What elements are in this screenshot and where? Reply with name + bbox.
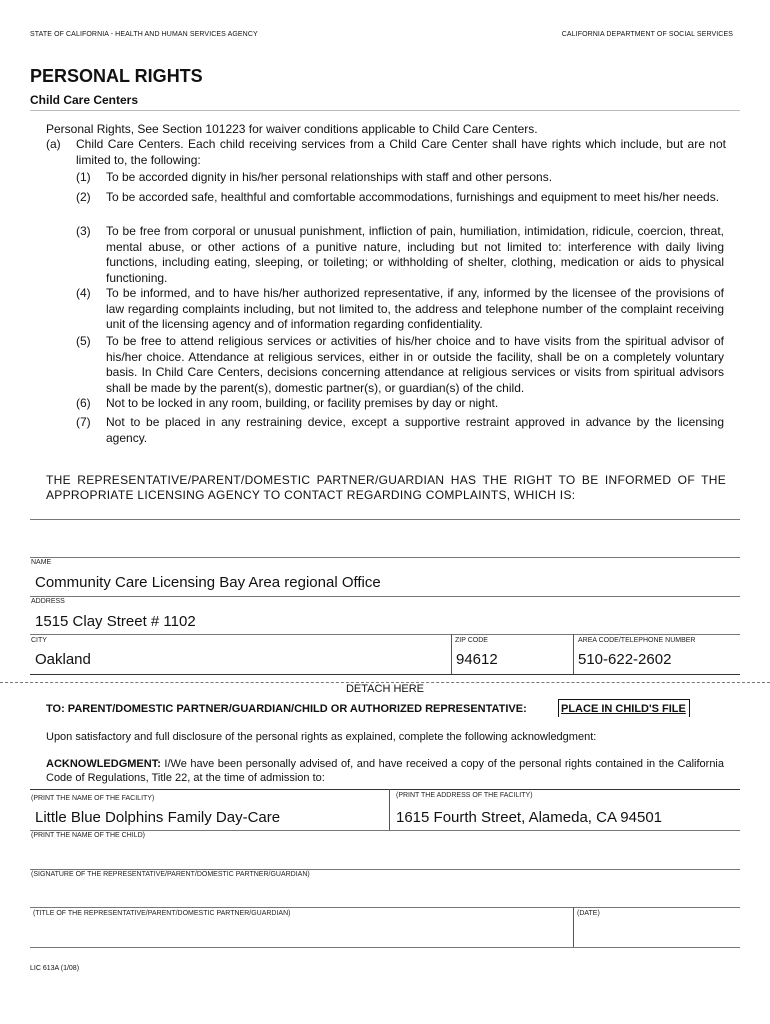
agency-notice: THE REPRESENTATIVE/PARENT/DOMESTIC PARTNER/GUARDIAN HAS THE RIGHT TO BE INFORMED OF THE APPROPRIATE LICENSING AGENCY TO CONTACT REGARDING COMPLAINTS, WHICH IS:	[46, 473, 726, 502]
right-number: (2)	[76, 190, 91, 204]
agency-address-rule	[30, 596, 740, 597]
section-a-text: Child Care Centers. Each child receiving services from a Child Care Center shall have rights which include, but are not limited to, the following:	[76, 137, 726, 167]
facility-name-field[interactable]: Little Blue Dolphins Family Day-Care	[35, 809, 281, 826]
right-item-2	[76, 190, 724, 206]
right-number: (6)	[76, 396, 91, 410]
rep-title-field[interactable]	[30, 920, 570, 946]
agency-zip-field[interactable]: 94612	[456, 651, 498, 668]
right-text: Not to be placed in any restraining device, except a supportive restraint approved in advance by the licensing agency.	[106, 415, 724, 445]
right-item-7	[76, 415, 724, 446]
signature-label: (SIGNATURE OF THE REPRESENTATIVE/PARENT/DOMESTIC PARTNER/GUARDIAN)	[31, 871, 310, 878]
right-item-6	[76, 396, 724, 412]
agency-box-bottom	[30, 674, 740, 675]
acknowledgment-body: I/We have been personally advised of, and have received a copy of the personal rights contained in the California Code of Regulations, Title 22, at the time of admission to:	[46, 758, 724, 784]
facility-address-field[interactable]: 1615 Fourth Street, Alameda, CA 94501	[396, 809, 663, 826]
right-text: To be free to attend religious services or activities of his/her choice and to have visits from the spiritual advisor of his/her choice. Attendance at religious services, either in or outside the facility, shall be on a completely voluntary basis. In Child Care Centers, decisions concerning attendance at religious services or visits from spiritual advisors shall be made by the parent(s), domestic partner(s), or guardian(s) of the child.	[106, 334, 724, 395]
agency-city-field[interactable]: Oakland	[35, 651, 91, 668]
facility-name-label: (PRINT THE NAME OF THE FACILITY)	[31, 795, 155, 802]
agency-phone-field[interactable]: 510-622-2602	[578, 651, 672, 668]
city-zip-divider	[451, 634, 452, 674]
facility-box-top	[30, 789, 740, 790]
title-divider	[30, 110, 740, 111]
right-text: To be accorded dignity in his/her personal relationships with staff and other persons.	[106, 170, 553, 184]
page-subtitle: Child Care Centers	[30, 93, 139, 107]
rep-title-label: (TITLE OF THE REPRESENTATIVE/PARENT/DOMESTIC PARTNER/GUARDIAN)	[33, 910, 291, 917]
right-number: (4)	[76, 286, 91, 300]
facility-box-bottom	[30, 830, 740, 831]
child-name-field[interactable]	[30, 842, 740, 868]
right-text: To be informed, and to have his/her authorized representative, if any, informed by the licensee of the provisions of law regarding complaints including, but not limited to, the address and telephone number of the complaint receiving unit of the licensing agency and of information regarding confidentiality.	[106, 286, 724, 331]
header-agency: STATE OF CALIFORNIA - HEALTH AND HUMAN SERVICES AGENCY	[30, 31, 258, 38]
right-item-1	[76, 170, 724, 186]
agency-address-field[interactable]: 1515 Clay Street # 1102	[35, 613, 196, 630]
right-item-5	[76, 334, 724, 396]
signature-rule	[30, 907, 740, 908]
right-number: (7)	[76, 415, 91, 429]
header-department: CALIFORNIA DEPARTMENT OF SOCIAL SERVICES	[561, 31, 733, 38]
date-label: (DATE)	[577, 910, 600, 917]
agency-address-label: ADDRESS	[31, 598, 65, 605]
detach-here-label: DETACH HERE	[345, 683, 425, 695]
child-name-rule	[30, 869, 740, 870]
right-item-4	[76, 286, 724, 333]
satisfactory-text	[46, 731, 596, 743]
agency-zip-label: ZIP CODE	[455, 637, 488, 644]
page-title: PERSONAL RIGHTS	[30, 66, 203, 86]
right-number: (5)	[76, 334, 91, 348]
notice-divider	[30, 519, 740, 520]
right-item-3	[76, 224, 724, 286]
facility-address-label: (PRINT THE ADDRESS OF THE FACILITY)	[396, 792, 533, 799]
right-text: Not to be locked in any room, building, or facility premises by day or night.	[106, 396, 499, 410]
intro-text: Personal Rights, See Section 101223 for waiver conditions applicable to Child Care Centers.	[46, 122, 538, 136]
facility-divider	[389, 789, 390, 831]
right-text: To be accorded safe, healthful and comfortable accommodations, furnishings and equipment to meet his/her needs.	[106, 190, 720, 204]
agency-phone-label: AREA CODE/TELEPHONE NUMBER	[578, 637, 696, 644]
date-field[interactable]	[576, 920, 736, 946]
right-number: (3)	[76, 224, 91, 238]
title-date-rule	[30, 947, 740, 948]
signature-field[interactable]	[30, 881, 740, 907]
agency-city-label: CITY	[31, 637, 47, 644]
to-recipient-line: TO: PARENT/DOMESTIC PARTNER/GUARDIAN/CHILD OR AUTHORIZED REPRESENTATIVE:	[46, 703, 527, 715]
agency-city-rule	[30, 634, 740, 635]
form-number: LIC 613A (1/08)	[30, 965, 80, 972]
agency-name-label: NAME	[31, 559, 52, 566]
right-text: To be free from corporal or unusual punishment, infliction of pain, humiliation, intimidation, ridicule, coercion, threat, mental abuse, or other actions of a punitive nature, including but not limited to: interference with daily living functions, including eating, sleeping, or toileting; or withholding of shelter, clothing, medication or aids to physical functioning.	[106, 224, 724, 285]
zip-phone-divider	[573, 634, 574, 674]
satisfactory-sentence: Upon satisfactory and full disclosure of the personal rights as explained, complete the following acknowledgment:	[46, 731, 597, 743]
agency-name-field[interactable]: Community Care Licensing Bay Area regional Office	[35, 574, 381, 591]
acknowledgment-text	[46, 758, 724, 785]
acknowledgment-label: ACKNOWLEDGMENT:	[46, 758, 161, 770]
agency-box-top	[30, 557, 740, 558]
place-in-file-badge: PLACE IN CHILD'S FILE	[558, 699, 690, 717]
title-date-divider	[573, 907, 574, 947]
section-a	[46, 137, 726, 168]
child-name-label: (PRINT THE NAME OF THE CHILD)	[31, 832, 145, 839]
right-number: (1)	[76, 170, 91, 184]
section-a-label: (a)	[46, 137, 61, 151]
